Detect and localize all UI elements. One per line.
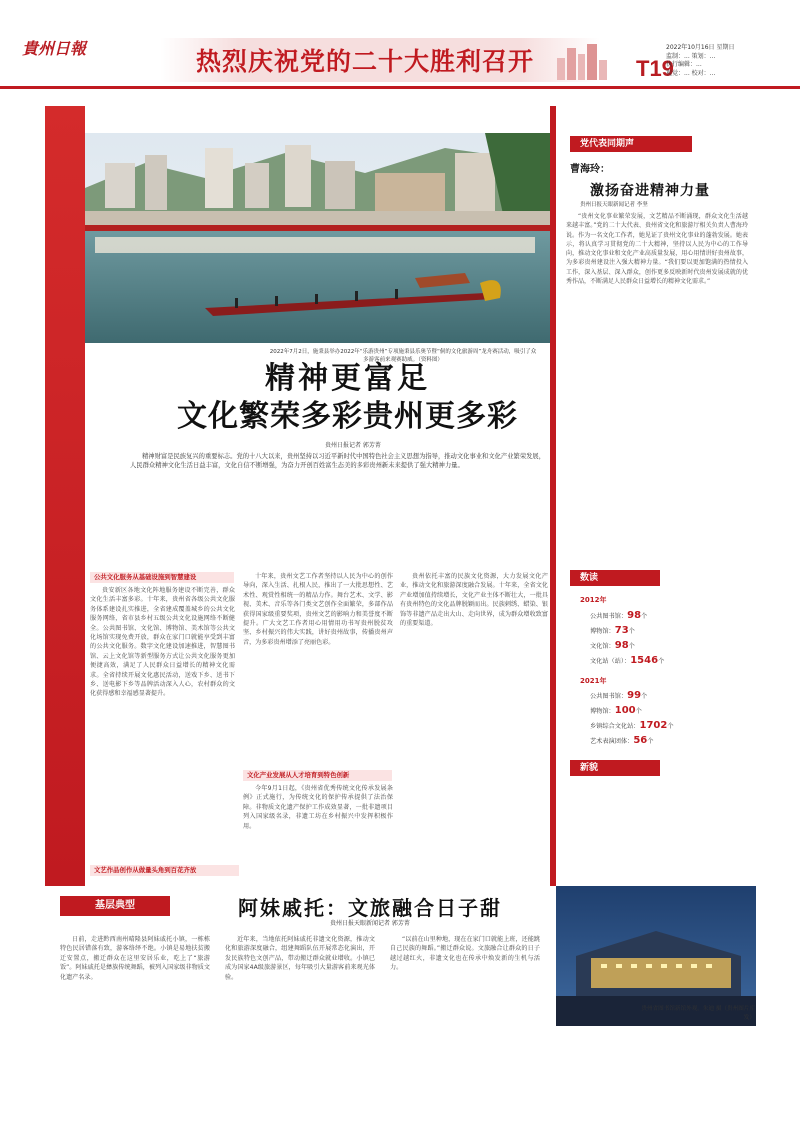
meta-line: 2022年10月16日 星期日 — [666, 44, 735, 51]
meta-line: 监制：... 策划：... — [666, 52, 716, 60]
bottom-column-2: 近年来，当地依托阿妹戚托非遗文化资源，推动文化和旅游深度融合，组建舞蹈队伍开展常态化演出，开发民族特色文创产品，带动搬迁群众就业增收。小镇已成为国家4A级旅游景区，每年吸引大量游客前来观光体验。 — [225, 936, 375, 981]
sidebar-tab-voices: 党代表同期声 — [570, 136, 692, 152]
page-number: T19 — [636, 56, 674, 81]
stat-value: 98 — [627, 610, 642, 621]
stat-value: 1702 — [639, 720, 668, 731]
banner-title: 热烈庆祝党的二十大胜利召开 — [196, 47, 535, 76]
stat-item — [590, 705, 642, 716]
article-column-3: 贵州依托丰富的民族文化资源，大力发展文化产业，推动文化和旅游深度融合发展。十年来，全省文化产业增加值持续增长，文化产业主体不断壮大，一批具有贵州特色的文化品牌脱颖而出。民族刺绣、蜡染、银饰等非遗产品走出大山、走向世界，成为群众增收致富的重要渠道。 — [400, 573, 548, 628]
stat-item — [590, 655, 664, 666]
stat-label: 公共图书馆： — [590, 613, 628, 620]
photo-caption: 2022年7月2日，施秉县举办2022年“乐游贵州”专项施秉县乐奥节暨“侗的文化旅游周”龙舟赛活动，吸引了众多游客前来观赛助威。（资料图） — [269, 349, 537, 363]
left-red-panel — [45, 106, 85, 886]
bottom-column-1: 日前，走进黔西南州晴隆县阿妹戚托小镇，一栋栋特色民居错落有致，游客络绎不绝。小镇是易地扶贫搬迁安置点，搬迁群众在这里安居乐业，吃上了“旅游饭”。阿妹戚托是彝族传统舞蹈，被列入国家级非物质文化遗产名录。 — [60, 936, 210, 981]
stat-year: 2021年 — [580, 677, 607, 685]
sidebar-byline: 贵州日报天眼新闻记者 李坚 — [580, 202, 648, 208]
stat-unit: 个 — [641, 693, 648, 700]
meta-line: 执行编辑：... — [666, 61, 702, 68]
section-heading: 公共文化服务从基础设施到智慧建设 — [90, 572, 234, 583]
stat-value: 98 — [614, 640, 629, 651]
interviewee-name: 曹海玲： — [570, 164, 610, 175]
bottom-byline: 贵州日报天眼新闻记者 郭芳菁 — [330, 920, 410, 927]
stat-label: 艺术表演团体： — [590, 738, 634, 745]
article-column-4: 今年9月1日起，《贵州省优秀传统文化传承发展条例》正式施行，为传统文化的保护传承提供了法治保障。非物质文化遗产保护工作成效显著，一批非遗项目列入国家级名录，非遗工坊在乡村振兴中发挥积极作用。 — [243, 785, 393, 830]
sidebar-divider — [550, 106, 556, 886]
sidebar-tab-new-look: 新貌 — [570, 760, 660, 776]
building-skyline-icon — [555, 40, 615, 80]
stat-value: 56 — [633, 735, 648, 746]
headline-line-2: 文化繁荣多彩贵州更多彩 — [177, 399, 518, 434]
page-meta — [666, 44, 734, 78]
stat-value: 1546 — [630, 655, 659, 666]
meta-line: 视觉：... 校对：... — [666, 69, 716, 77]
lead-paragraph: 精神财富是民族复兴的重要标志。党的十八大以来，贵州坚持以习近平新时代中国特色社会主义思想为指导，推动文化事业和文化产业繁荣发展，人民群众精神文化生活日益丰富，文化自信不断增强，为奋力开创百姓富生态美的多彩贵州新未来提供了强大精神力量。 — [130, 453, 545, 470]
article-column-1: 贵安新区各地文化阵地服务建设不断完善，群众文化生活丰富多彩。十年来，贵州省各级公共文化服务体系建设扎实推进，全省建成覆盖城乡的公共文化服务网络，省市县乡村五级公共文化设施网络不断健全。公共图书馆、文化馆、博物馆、美术馆等公共文化场馆实现免费开放，群众在家门口就能享受到丰富的公共文化服务。数字文化建设加速推进，智慧图书馆、云上文化馆等新型服务方式让公共文化服务更加便捷高效，满足了人民群众日益增长的精神文化需求。全省持续开展文化惠民活动，送戏下乡、送书下乡、送电影下乡等品牌活动深入人心，农村群众的文化获得感和幸福感显著提升。 — [90, 587, 235, 698]
bottom-headline: 阿妹戚托：文旅融合日子甜 — [238, 896, 502, 920]
stat-item — [590, 640, 635, 651]
sidebar-tab-figures: 数读 — [570, 570, 660, 586]
section-heading: 文艺作品创作从做量头角到百花齐放 — [90, 865, 239, 876]
stat-value: 73 — [614, 625, 629, 636]
library-photo-caption: 贵州省图书馆新馆外观。朱迪 摄（贵州图片库发） — [641, 1006, 755, 1021]
stat-unit: 个 — [658, 658, 665, 665]
stat-year: 2012年 — [580, 596, 607, 604]
bottom-column-3: “以前在山里种地，现在在家门口就能上班，还能跳自己民族的舞蹈。”搬迁群众说。文旅融合让群众的日子越过越红火，非遗文化也在传承中焕发新的生机与活力。 — [390, 936, 540, 972]
stat-unit: 个 — [647, 738, 654, 745]
newspaper-logo: 貴州日報 — [22, 39, 87, 58]
stat-unit: 个 — [635, 708, 642, 715]
dragon-boat-photo — [85, 133, 550, 343]
section-heading: 文化产业发展从人才培育到特色创新 — [243, 770, 392, 781]
stat-item — [590, 735, 653, 746]
article-column-2: 十年来，贵州文艺工作者坚持以人民为中心的创作导向，深入生活、扎根人民，推出了一大批思想性、艺术性、观赏性相统一的精品力作。舞台艺术、文学、影视、美术、音乐等各门类文艺创作全面繁荣，多部作品获得国家级重要奖项，贵州文艺的影响力和美誉度不断提升。广大文艺工作者用心用情用功书写贵州脱贫攻坚、乡村振兴的伟大实践，讲好贵州故事，传播贵州声音，为多彩贵州增添了亮丽色彩。 — [243, 573, 393, 646]
stat-unit: 个 — [628, 628, 635, 635]
masthead — [0, 0, 800, 85]
stat-unit: 个 — [628, 643, 635, 650]
stat-item — [590, 625, 635, 636]
stat-unit: 个 — [667, 723, 674, 730]
stat-label: 文化馆： — [590, 643, 615, 650]
stat-unit: 个 — [641, 613, 648, 620]
stat-label: 乡镇综合文化站： — [590, 723, 640, 730]
stat-value: 99 — [627, 690, 642, 701]
headline-line-1: 精神更富足 — [265, 361, 430, 396]
stat-label: 文化站（站）： — [590, 658, 631, 665]
sidebar-text: “贵州文化事业繁荣发展，文艺精品不断涌现，群众文化生活越来越丰富。”党的二十大代表、贵州省文化和旅游厅相关负责人曹海玲说。作为一名文化工作者，她见证了贵州文化事业的蓬勃发展。她表示，将认真学习贯彻党的二十大精神，坚持以人民为中心的工作导向，推动文化事业和文化产业高质量发展，用心用情讲好贵州故事，为多彩贵州建设注入强大精神力量。“我们要以更加饱满的热情投入工作，深入基层、深入群众，创作更多反映新时代贵州发展成就的优秀作品，不断满足人民群众日益增长的精神文化需求。” — [566, 213, 748, 286]
stat-label: 公共图书馆： — [590, 693, 628, 700]
stat-value: 100 — [614, 705, 636, 716]
byline: 贵州日报记者 郭芳菁 — [325, 442, 381, 449]
bottom-section-tab: 基层典型 — [60, 896, 170, 916]
sidebar-title: 激扬奋进精神力量 — [590, 183, 710, 199]
main-headline — [150, 360, 545, 436]
stat-item — [590, 690, 647, 701]
stat-item — [590, 720, 674, 731]
header-rule — [0, 86, 800, 89]
stat-label: 博物馆： — [590, 628, 615, 635]
stat-label: 博物馆： — [590, 708, 615, 715]
stat-item — [590, 610, 647, 621]
